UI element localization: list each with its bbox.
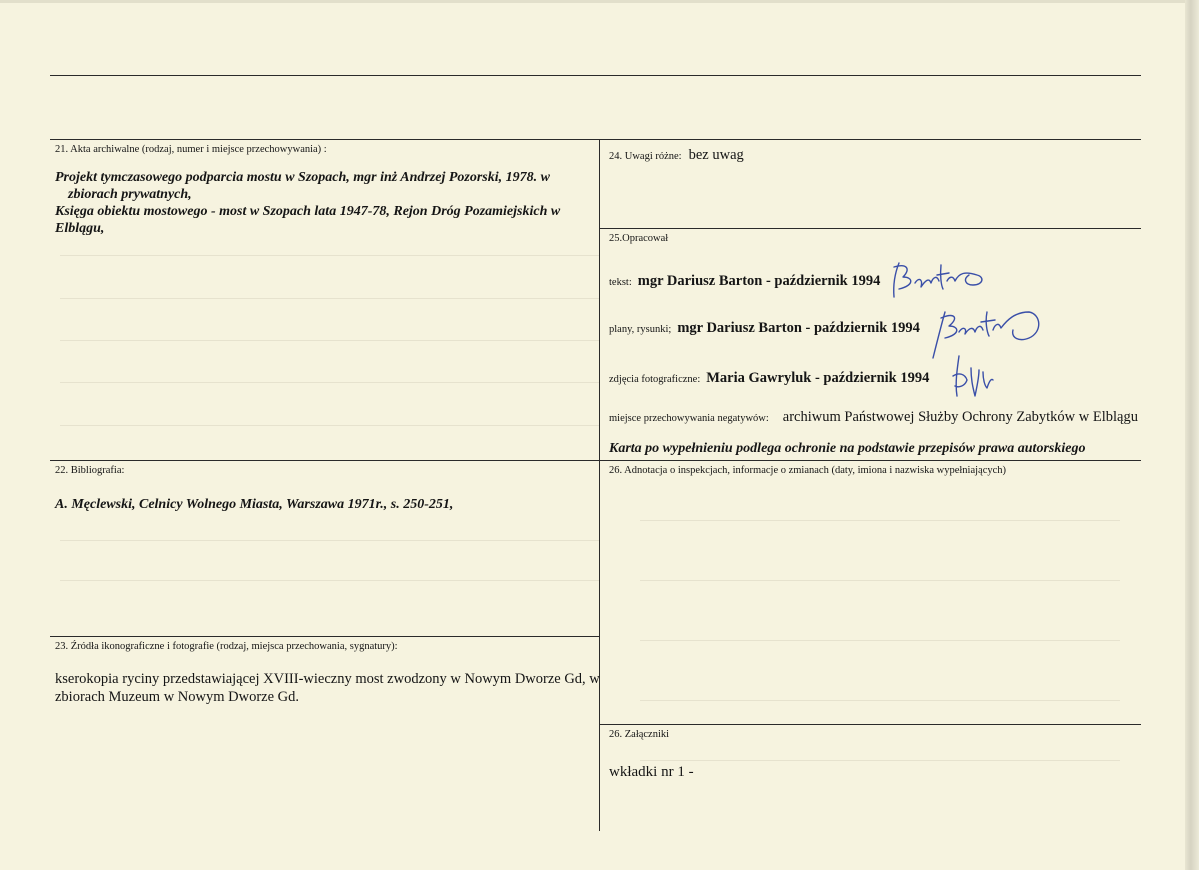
section-22-label: 22. Bibliografia: [55, 465, 125, 476]
section-23-label: 23. Źródła ikonograficzne i fotografie (rodzaj, miejsca przechowania, sygnatury): [55, 641, 398, 652]
section-25-label: 25.Opracował [609, 233, 669, 244]
section-22-top-rule [50, 460, 1141, 461]
tekst-value: mgr Dariusz Barton - październik 1994 [637, 273, 881, 289]
zdjecia-row [609, 369, 929, 387]
miejsce-row [609, 408, 1138, 426]
karta-note: Karta po wypełnieniu podlega ochronie na podstawie przepisów prawa autorskiego [609, 441, 1086, 456]
section-24-value: bez uwag [688, 147, 744, 163]
signature-gawryluk [945, 350, 1005, 405]
plany-value: mgr Dariusz Barton - październik 1994 [677, 320, 920, 336]
section-21-top-rule [50, 139, 1141, 140]
section-21-content [55, 169, 595, 237]
section-26a-label: 26. Adnotacja o inspekcjach, informacje o zmianach (daty, imiona i nazwiska wypełniających) [609, 465, 1007, 476]
section-21-line: Projekt tymczasowego podparcia mostu w Szopach, mgr inż Andrzej Pozorski, 1978. w [55, 170, 550, 185]
section-25-top-rule [599, 228, 1141, 229]
tekst-row [609, 272, 880, 290]
plany-row [609, 319, 920, 337]
zdjecia-label: zdjęcia fotograficzne: [609, 374, 701, 385]
zdjecia-value: Maria Gawryluk - październik 1994 [706, 370, 930, 386]
section-26b-label: 26. Załączniki [609, 729, 670, 740]
section-26b-top-rule [599, 724, 1141, 725]
tekst-label: tekst: [609, 277, 632, 288]
section-21-line: Księga obiektu mostowego - most w Szopach lata 1947-78, Rejon Dróg Pozamiejskich w [55, 204, 561, 219]
plany-label: plany, rysunki; [609, 324, 672, 335]
page-right-edge [1185, 0, 1199, 870]
section-21-line: Elblągu, [55, 221, 105, 236]
section-21-label: 21. Akta archiwalne (rodzaj, numer i miejsce przechowywania) : [55, 144, 327, 155]
miejsce-label: miejsce przechowywania negatywów: [609, 413, 769, 424]
section-26b-value: wkładki nr 1 - [609, 764, 694, 780]
miejsce-value: archiwum Państwowej Służby Ochrony Zabytków w Elblągu [782, 409, 1138, 425]
section-23-content [55, 670, 600, 706]
section-22-content: A. Męclewski, Celnicy Wolnego Miasta, Warszawa 1971r., s. 250-251, [55, 497, 454, 512]
section-21-line: zbiorach prywatnych, [68, 187, 192, 202]
section-23-top-rule [50, 636, 600, 637]
section-24-row [609, 146, 744, 164]
top-rule [50, 75, 1141, 76]
section-24-label: 24. Uwagi różne: [609, 151, 682, 162]
section-23-line: zbiorach Muzeum w Nowym Dworze Gd. [55, 689, 300, 705]
page-top-edge [0, 0, 1199, 3]
column-divider [599, 139, 600, 831]
section-23-line: kserokopia ryciny przedstawiającej XVIII-wieczny most zwodzony w Nowym Dworze Gd, w [55, 671, 600, 687]
